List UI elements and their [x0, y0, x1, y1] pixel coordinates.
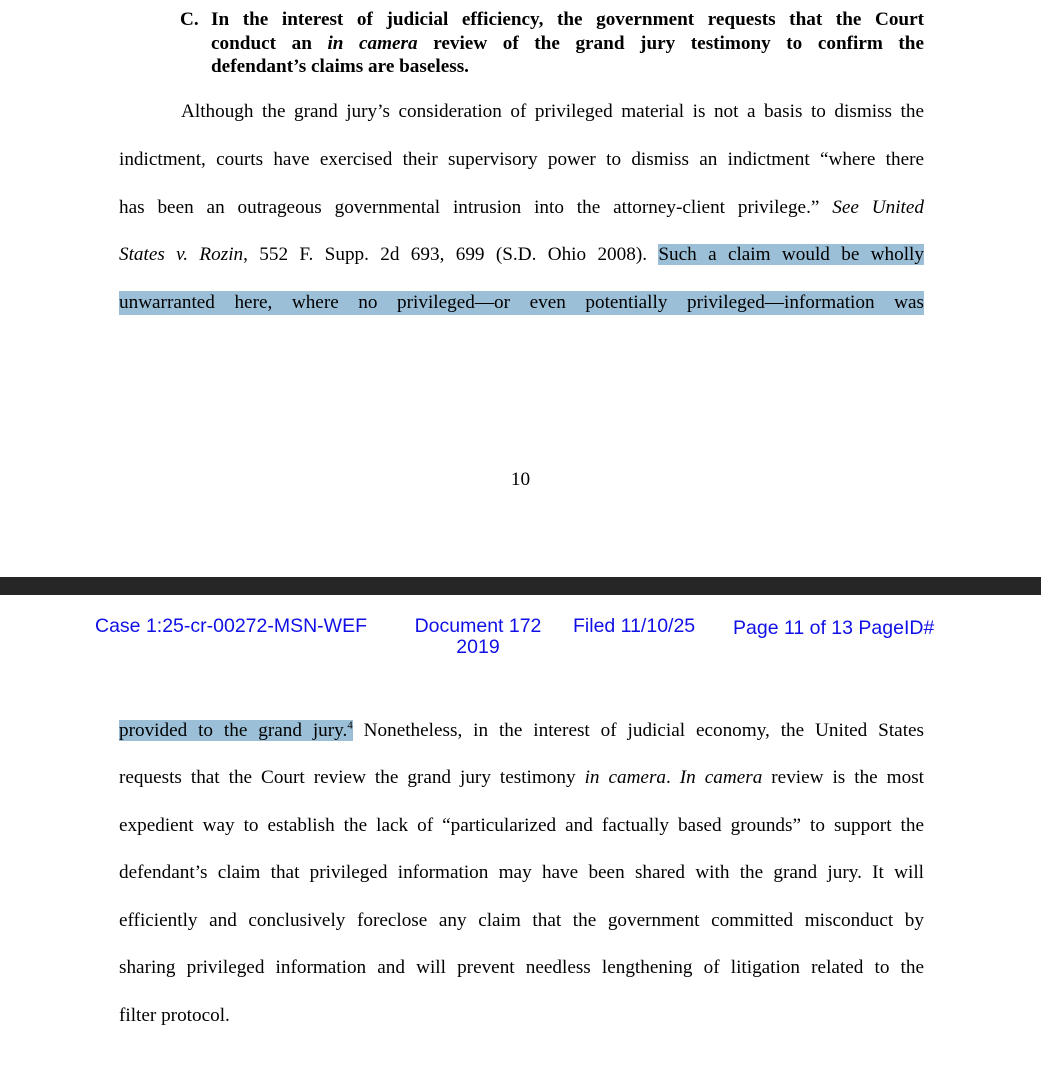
footnote-marker[interactable]: 4 [347, 719, 353, 732]
heading-emphasis: in camera [327, 32, 418, 54]
paragraph-line-3: has been an outrageous governmental intrusion into the attorney-client privilege.” See United [119, 197, 924, 218]
paragraph-line-2: requests that the Court review the grand jury testimony in camera. In camera review is the most [119, 767, 925, 788]
page-separator [0, 577, 1041, 595]
pdf-page-11 [0, 595, 1041, 1091]
section-letter: C. [180, 9, 199, 30]
highlighted-text[interactable]: unwarranted here, where no privileged—or even potentially privileged—information was [119, 292, 924, 313]
paragraph-line-7: filter protocol. [119, 1005, 230, 1026]
section-heading-text [211, 8, 924, 79]
paragraph-line-5: efficiently and conclusively foreclose any claim that the government committed misconduct by [119, 910, 924, 931]
heading-line-2: conduct an in camera review of the grand jury testimony to confirm the [211, 32, 924, 54]
highlighted-text[interactable]: Such a claim would be wholly [658, 244, 924, 265]
paragraph-line-1: provided to the grand jury.$^4$ Nonetheless, in the interest of judicial economy, the United States [119, 719, 925, 741]
paragraph-line-4: States v. Rozin, 552 F. Supp. 2d 693, 699 (S.D. Ohio 2008). Such a claim would be wholly [119, 244, 924, 265]
filed-date-stamp: Filed 11/10/25 [573, 615, 696, 637]
paragraph-line-6: sharing privileged information and will prevent needless lengthening of litigation related to the [119, 957, 924, 978]
heading-line-3: defendant’s claims are baseless. [211, 56, 469, 77]
citation-signal: See United [832, 197, 924, 218]
heading-line-1: In the interest of judicial efficiency, the government requests that the Court [211, 9, 924, 30]
highlighted-text[interactable]: provided to the grand jury.$^4$ [119, 719, 353, 741]
case-name: States v. Rozin [119, 244, 244, 265]
paragraph-line-5 [119, 291, 924, 315]
paragraph-line-2: indictment, courts have exercised their supervisory power to dismiss an indictment “where there [119, 149, 924, 170]
page-id-stamp: Page 11 of 13 PageID# [733, 617, 935, 639]
paragraph-line-3: expedient way to establish the lack of “particularized and factually based grounds” to support the [119, 815, 924, 836]
paragraph-line-1: Although the grand jury’s consideration of privileged material is not a basis to dismiss the [181, 101, 924, 122]
document-number-stamp: Document 172 2019 [414, 615, 542, 658]
page-number: 10 [510, 469, 531, 490]
case-number-stamp: Case 1:25-cr-00272-MSN-WEF [95, 615, 367, 637]
paragraph-line-4: defendant’s claim that privileged information may have been shared with the grand jury. It will [119, 862, 924, 883]
